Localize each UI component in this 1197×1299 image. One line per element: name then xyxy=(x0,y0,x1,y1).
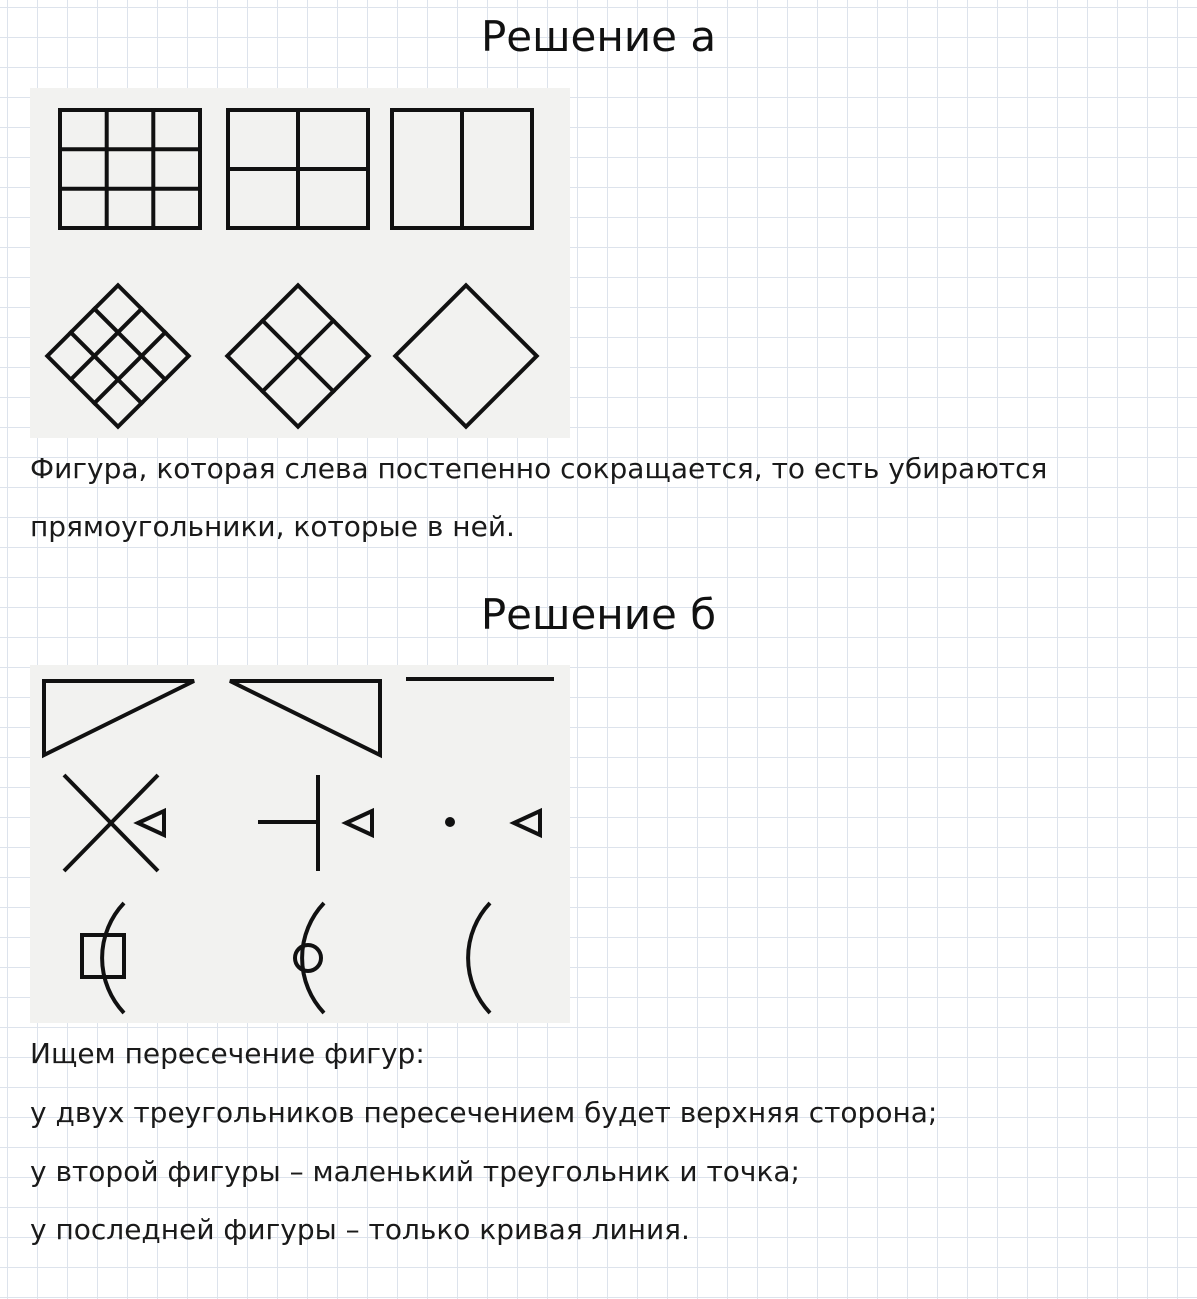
arc-with-square xyxy=(82,903,124,1013)
figure-b-intersections xyxy=(30,665,570,1023)
cross-with-triangle xyxy=(64,775,164,871)
plain-diamond xyxy=(395,285,536,426)
section-b-text-line-2: у двух треугольников пересечением будет верхняя сторона; xyxy=(30,1096,938,1129)
figure-b-drawing xyxy=(30,665,570,1023)
section-b-text-line-3: у второй фигуры – маленький треугольник и точка; xyxy=(30,1155,800,1188)
left-triangle xyxy=(44,681,194,755)
grid-2x2-square xyxy=(228,110,368,228)
section-a-title: Решение а xyxy=(480,12,717,61)
intersection-dot xyxy=(445,817,455,827)
line-with-triangle xyxy=(258,775,372,871)
right-triangle xyxy=(230,681,380,755)
split-square xyxy=(392,110,532,228)
section-b-text-line-1: Ищем пересечение фигур: xyxy=(30,1037,425,1070)
arc-with-circle xyxy=(295,903,324,1013)
section-b-title: Решение б xyxy=(480,590,717,639)
section-b-text-line-4: у последней фигуры – только кривая линия. xyxy=(30,1213,690,1246)
grid-3x3-diamond xyxy=(47,285,188,426)
section-a-text-line-1: Фигура, которая слева постепенно сокращается, то есть убираются xyxy=(30,452,1048,485)
figure-a-squares xyxy=(30,88,570,438)
grid-3x3-square xyxy=(60,110,200,228)
intersection-curve xyxy=(468,903,490,1013)
figure-a-drawing xyxy=(30,88,570,438)
intersection-triangle xyxy=(514,811,540,835)
section-a-text-line-2: прямоугольники, которые в ней. xyxy=(30,510,515,543)
grid-2x2-diamond xyxy=(227,285,368,426)
